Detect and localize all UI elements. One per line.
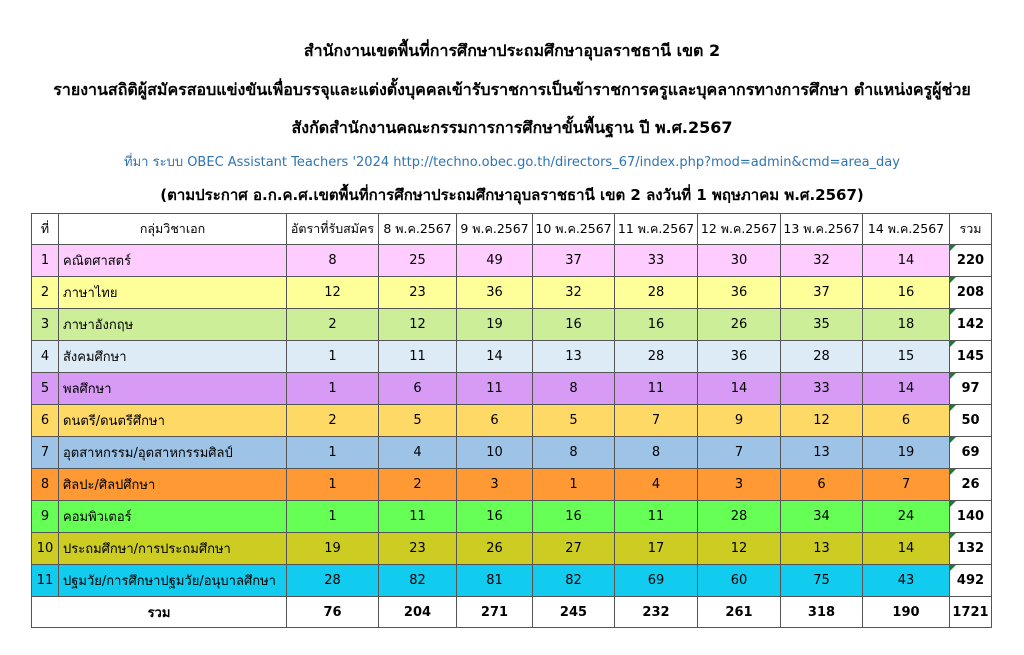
table-row <box>32 373 992 405</box>
cell-count: 32 <box>533 277 615 309</box>
cell-no: 4 <box>32 341 59 373</box>
table-row <box>32 405 992 437</box>
cell-quota: 19 <box>287 533 379 565</box>
cell-count: 37 <box>781 277 863 309</box>
cell-quota: 12 <box>287 277 379 309</box>
cell-count: 14 <box>863 373 950 405</box>
col-header-date: 9 พ.ค.2567 <box>457 214 533 245</box>
cell-subject: ศิลปะ/ศิลปศึกษา <box>59 469 287 501</box>
announcement-line: (ตามประกาศ อ.ก.ค.ศ.เขตพื้นที่การศึกษาประถมศึกษาอุบลราชธานี เขต 2 ลงวันที่ 1 พฤษภาคม พ.ศ.2567) <box>160 186 864 204</box>
table-row <box>32 277 992 309</box>
cell-count: 14 <box>863 245 950 277</box>
cell-count: 14 <box>698 373 781 405</box>
cell-count: 35 <box>781 309 863 341</box>
cell-count: 37 <box>533 245 615 277</box>
cell-subject: พลศึกษา <box>59 373 287 405</box>
totals-row <box>32 597 992 628</box>
cell-count: 36 <box>698 341 781 373</box>
cell-quota: 8 <box>287 245 379 277</box>
cell-count: 23 <box>379 277 457 309</box>
cell-no: 6 <box>32 405 59 437</box>
cell-subject: อุตสาหกรรม/อุตสาหกรรมศิลป์ <box>59 437 287 469</box>
cell-count: 7 <box>615 405 698 437</box>
cell-count: 49 <box>457 245 533 277</box>
cell-row-total: 142 <box>950 309 992 341</box>
cell-count: 27 <box>533 533 615 565</box>
cell-count: 4 <box>615 469 698 501</box>
table-row <box>32 309 992 341</box>
cell-count: 16 <box>457 501 533 533</box>
cell-count: 82 <box>533 565 615 597</box>
table-row <box>32 565 992 597</box>
cell-count: 18 <box>863 309 950 341</box>
cell-count: 15 <box>863 341 950 373</box>
cell-count: 19 <box>457 309 533 341</box>
cell-count: 9 <box>698 405 781 437</box>
report-subtitle: สังกัดสำนักงานคณะกรรมการการศึกษาขั้นพื้นฐาน ปี พ.ศ.2567 <box>291 118 733 137</box>
cell-quota: 1 <box>287 437 379 469</box>
cell-count: 19 <box>863 437 950 469</box>
cell-count: 14 <box>863 533 950 565</box>
cell-count: 1 <box>533 469 615 501</box>
cell-count: 16 <box>533 309 615 341</box>
totals-label: รวม <box>32 597 287 628</box>
column-total: 271 <box>457 597 533 628</box>
cell-no: 2 <box>32 277 59 309</box>
col-header-date: 10 พ.ค.2567 <box>533 214 615 245</box>
cell-count: 28 <box>615 277 698 309</box>
table-row <box>32 341 992 373</box>
column-total: 318 <box>781 597 863 628</box>
cell-subject: ภาษาอังกฤษ <box>59 309 287 341</box>
grand-total: 1721 <box>950 597 992 628</box>
report-title: รายงานสถิติผู้สมัครสอบแข่งขันเพื่อบรรจุและแต่งตั้งบุคคลเข้ารับราชการเป็นข้าราชการครูและบุคลากรทางการศึกษา ตำแหน่งครูผู้ช่วย <box>53 80 971 99</box>
cell-count: 6 <box>781 469 863 501</box>
cell-count: 36 <box>457 277 533 309</box>
cell-count: 8 <box>533 373 615 405</box>
cell-count: 16 <box>615 309 698 341</box>
cell-count: 34 <box>781 501 863 533</box>
cell-quota: 1 <box>287 501 379 533</box>
cell-no: 7 <box>32 437 59 469</box>
cell-count: 2 <box>379 469 457 501</box>
col-header-no: ที่ <box>32 214 59 245</box>
cell-count: 26 <box>457 533 533 565</box>
cell-subject: ดนตรี/ดนตรีศึกษา <box>59 405 287 437</box>
cell-row-total: 140 <box>950 501 992 533</box>
cell-count: 30 <box>698 245 781 277</box>
cell-count: 6 <box>457 405 533 437</box>
cell-subject: ปฐมวัย/การศึกษาปฐมวัย/อนุบาลศึกษา <box>59 565 287 597</box>
cell-no: 11 <box>32 565 59 597</box>
cell-row-total: 97 <box>950 373 992 405</box>
cell-subject: ภาษาไทย <box>59 277 287 309</box>
table-header-row <box>32 214 992 245</box>
cell-subject: คอมพิวเตอร์ <box>59 501 287 533</box>
cell-subject: สังคมศึกษา <box>59 341 287 373</box>
cell-count: 17 <box>615 533 698 565</box>
table-row <box>32 469 992 501</box>
cell-no: 8 <box>32 469 59 501</box>
cell-count: 6 <box>863 405 950 437</box>
cell-count: 43 <box>863 565 950 597</box>
cell-count: 11 <box>615 373 698 405</box>
cell-quota: 28 <box>287 565 379 597</box>
cell-count: 28 <box>615 341 698 373</box>
cell-quota: 2 <box>287 309 379 341</box>
cell-count: 11 <box>379 501 457 533</box>
table-row <box>32 533 992 565</box>
source-line: ที่มา ระบบ OBEC Assistant Teachers '2024 http://techno.obec.go.th/directors_67/index.php?mod=admin&cmd=area_day <box>124 155 900 170</box>
cell-row-total: 69 <box>950 437 992 469</box>
cell-count: 16 <box>863 277 950 309</box>
cell-no: 1 <box>32 245 59 277</box>
col-header-date: 12 พ.ค.2567 <box>698 214 781 245</box>
cell-count: 13 <box>781 533 863 565</box>
cell-count: 8 <box>615 437 698 469</box>
cell-row-total: 26 <box>950 469 992 501</box>
cell-quota: 2 <box>287 405 379 437</box>
cell-no: 5 <box>32 373 59 405</box>
col-header-date: 14 พ.ค.2567 <box>863 214 950 245</box>
cell-count: 81 <box>457 565 533 597</box>
cell-count: 32 <box>781 245 863 277</box>
cell-count: 26 <box>698 309 781 341</box>
cell-count: 7 <box>863 469 950 501</box>
col-header-quota: อัตราที่รับสมัคร <box>287 214 379 245</box>
cell-subject: ประถมศึกษา/การประถมศึกษา <box>59 533 287 565</box>
column-total: 245 <box>533 597 615 628</box>
cell-count: 13 <box>533 341 615 373</box>
column-total: 261 <box>698 597 781 628</box>
cell-count: 69 <box>615 565 698 597</box>
column-total: 190 <box>863 597 950 628</box>
cell-no: 3 <box>32 309 59 341</box>
cell-count: 60 <box>698 565 781 597</box>
table-row <box>32 245 992 277</box>
cell-count: 28 <box>781 341 863 373</box>
col-header-total: รวม <box>950 214 992 245</box>
cell-count: 11 <box>457 373 533 405</box>
cell-count: 7 <box>698 437 781 469</box>
office-title: สำนักงานเขตพื้นที่การศึกษาประถมศึกษาอุบลราชธานี เขต 2 <box>303 41 721 60</box>
cell-no: 10 <box>32 533 59 565</box>
cell-count: 24 <box>863 501 950 533</box>
cell-count: 3 <box>698 469 781 501</box>
cell-row-total: 208 <box>950 277 992 309</box>
cell-count: 3 <box>457 469 533 501</box>
col-header-date: 13 พ.ค.2567 <box>781 214 863 245</box>
cell-count: 28 <box>698 501 781 533</box>
cell-row-total: 145 <box>950 341 992 373</box>
cell-subject: คณิตศาสตร์ <box>59 245 287 277</box>
column-total: 232 <box>615 597 698 628</box>
cell-count: 33 <box>781 373 863 405</box>
cell-count: 11 <box>379 341 457 373</box>
cell-count: 10 <box>457 437 533 469</box>
cell-count: 11 <box>615 501 698 533</box>
cell-count: 12 <box>781 405 863 437</box>
cell-count: 25 <box>379 245 457 277</box>
cell-quota: 1 <box>287 373 379 405</box>
cell-row-total: 220 <box>950 245 992 277</box>
table-row <box>32 501 992 533</box>
cell-row-total: 492 <box>950 565 992 597</box>
table-row <box>32 437 992 469</box>
col-header-date: 11 พ.ค.2567 <box>615 214 698 245</box>
statistics-table <box>31 213 992 628</box>
cell-no: 9 <box>32 501 59 533</box>
cell-count: 5 <box>379 405 457 437</box>
cell-count: 23 <box>379 533 457 565</box>
cell-count: 12 <box>698 533 781 565</box>
cell-count: 33 <box>615 245 698 277</box>
cell-row-total: 132 <box>950 533 992 565</box>
col-header-subject: กลุ่มวิชาเอก <box>59 214 287 245</box>
cell-count: 36 <box>698 277 781 309</box>
cell-count: 6 <box>379 373 457 405</box>
col-header-date: 8 พ.ค.2567 <box>379 214 457 245</box>
column-total: 204 <box>379 597 457 628</box>
column-total: 76 <box>287 597 379 628</box>
cell-quota: 1 <box>287 341 379 373</box>
cell-row-total: 50 <box>950 405 992 437</box>
cell-count: 12 <box>379 309 457 341</box>
cell-count: 5 <box>533 405 615 437</box>
cell-count: 14 <box>457 341 533 373</box>
cell-count: 75 <box>781 565 863 597</box>
cell-quota: 1 <box>287 469 379 501</box>
cell-count: 8 <box>533 437 615 469</box>
cell-count: 16 <box>533 501 615 533</box>
cell-count: 4 <box>379 437 457 469</box>
cell-count: 82 <box>379 565 457 597</box>
cell-count: 13 <box>781 437 863 469</box>
